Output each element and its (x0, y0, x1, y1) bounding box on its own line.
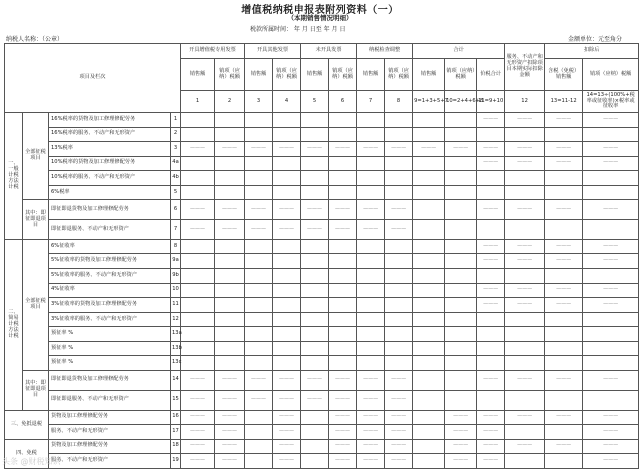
row-number: 15 (171, 390, 181, 410)
table-row (5, 254, 639, 269)
row-number: 10 (171, 283, 181, 298)
table-row (5, 454, 639, 469)
col-number: 5 (301, 91, 329, 113)
col-formula: 14=13÷(100%+税率或征收率)×税率或征收率 (583, 91, 639, 113)
group-total: 合计 (413, 44, 505, 59)
table-row (5, 439, 639, 454)
row-label: 即征即退服务、不动产和无形资产 (49, 390, 171, 410)
table-row (5, 327, 639, 342)
deduction-column: 服务、不动产和无形资产扣除项目本期实际扣除金额 (505, 44, 545, 91)
group-no-invoice: 未开具发票 (301, 44, 357, 59)
table-row (5, 269, 639, 284)
table-row (5, 200, 639, 220)
row-label: 16%税率的服务、不动产和无形资产 (49, 127, 171, 142)
row-label: 13%税率 (49, 142, 171, 157)
col-sales: 销售额 (245, 59, 273, 91)
col-number: 1 (181, 91, 215, 113)
col-number: 8 (385, 91, 413, 113)
col-after-tax: 销项（应纳）税额 (583, 59, 639, 91)
table-row (5, 410, 639, 425)
row-number: 12 (171, 312, 181, 327)
table-row (5, 156, 639, 171)
col-tax: 销项（应纳）税额 (329, 59, 357, 91)
col-number: 2 (215, 91, 245, 113)
col-formula: 12 (505, 91, 545, 113)
table-row (5, 283, 639, 298)
row-number: 5 (171, 185, 181, 200)
row-label: 预征率 % (49, 327, 171, 342)
sales-detail-table (4, 43, 639, 469)
table-row (5, 220, 639, 240)
subsection-general-all: 全部征税项目 (23, 113, 49, 200)
table-row (5, 239, 639, 254)
row-number: 4a (171, 156, 181, 171)
subsection-simple-immediate: 其中：即征即退项目 (23, 370, 49, 410)
item-header: 项目及栏次 (5, 44, 181, 113)
row-number: 11 (171, 298, 181, 313)
col-tax: 销项（应纳）税额 (273, 59, 301, 91)
row-label: 6%税率 (49, 185, 171, 200)
section-simple: 二、简易计税方法计税 (5, 239, 23, 410)
section-exempt: 四、免税 (5, 439, 49, 468)
col-tax: 销项（应纳）税额 (215, 59, 245, 91)
row-label: 10%税率的服务、不动产和无形资产 (49, 171, 171, 186)
col-after-sales: 含税（免税）销售额 (545, 59, 583, 91)
col-formula: 9=1+3+5+7 (413, 91, 445, 113)
col-formula: 13=11-12 (545, 91, 583, 113)
col-tax: 销项（应纳）税额 (445, 59, 477, 91)
col-sales: 销售额 (181, 59, 215, 91)
col-sales: 销售额 (413, 59, 445, 91)
col-number: 3 (245, 91, 273, 113)
table-row (5, 298, 639, 313)
row-number: 9b (171, 269, 181, 284)
group-tax-check: 纳税检查调整 (357, 44, 413, 59)
form-subtitle: （本期销售情况明细） (287, 14, 353, 22)
subsection-general-immediate: 其中：即征即退项目 (23, 200, 49, 240)
row-number: 7 (171, 220, 181, 240)
amount-unit: 金额单位：元至角分 (568, 36, 623, 43)
taxpayer-name: 纳税人名称：（公章） (6, 36, 64, 43)
row-label: 10%税率的货物及加工修理修配劳务 (49, 156, 171, 171)
row-number: 13b (171, 341, 181, 356)
table-row (5, 370, 639, 390)
row-label: 服务、不动产和无形资产 (49, 425, 171, 440)
row-number: 8 (171, 239, 181, 254)
row-number: 19 (171, 454, 181, 469)
table-row (5, 127, 639, 142)
table-row (5, 113, 639, 128)
group-other-invoice: 开具其他发票 (245, 44, 301, 59)
row-number: 16 (171, 410, 181, 425)
row-label: 16%税率的货物及加工修理修配劳务 (49, 113, 171, 128)
row-number: 14 (171, 370, 181, 390)
row-number: 4b (171, 171, 181, 186)
row-label: 3%征收率的货物及加工修理修配劳务 (49, 298, 171, 313)
row-number: 2 (171, 127, 181, 142)
col-formula: 11=9+10 (477, 91, 505, 113)
row-label: 预征率 % (49, 341, 171, 356)
row-label: 货物及加工修理修配劳务 (49, 410, 171, 425)
section-exempt-refund: 三、免抵退税 (5, 410, 49, 439)
row-number: 18 (171, 439, 181, 454)
row-label: 即征即退货物及加工修理修配劳务 (49, 200, 171, 220)
col-number: 4 (273, 91, 301, 113)
row-number: 6 (171, 200, 181, 220)
col-formula: 10=2+4+6+8 (445, 91, 477, 113)
col-number: 6 (329, 91, 357, 113)
form-title: 增值税纳税申报表附列资料（一） (241, 5, 399, 16)
table-row (5, 142, 639, 157)
table-row (5, 341, 639, 356)
row-number: 13a (171, 327, 181, 342)
tax-period: 税款所属时间： 年 月 日至 年 月 日 (250, 26, 346, 33)
row-label: 服务、不动产和无形资产 (49, 454, 171, 469)
row-label: 5%征收率的服务、不动产和无形资产 (49, 269, 171, 284)
table-row (5, 171, 639, 186)
col-price-tax-total: 价税合计 (477, 59, 505, 91)
row-number: 17 (171, 425, 181, 440)
table-row (5, 312, 639, 327)
section-general: 一、一般计税方法计税 (5, 113, 23, 240)
row-label: 货物及加工修理修配劳务 (49, 439, 171, 454)
group-special-invoice: 开具增值税专用发票 (181, 44, 245, 59)
row-label: 3%征收率的服务、不动产和无形资产 (49, 312, 171, 327)
col-number: 7 (357, 91, 385, 113)
row-number: 9a (171, 254, 181, 269)
col-sales: 销售额 (357, 59, 385, 91)
row-number: 13c (171, 356, 181, 371)
table-row (5, 390, 639, 410)
col-sales: 销售额 (301, 59, 329, 91)
row-label: 4%征收率 (49, 283, 171, 298)
subsection-simple-all: 全部征税项目 (23, 239, 49, 370)
header-row-1 (5, 44, 639, 59)
group-after-deduction: 扣除后 (545, 44, 639, 59)
table-row (5, 425, 639, 440)
table-row (5, 356, 639, 371)
table-row (5, 185, 639, 200)
row-label: 预征率 % (49, 356, 171, 371)
row-label: 即征即退服务、不动产和无形资产 (49, 220, 171, 240)
row-label: 5%征收率的货物及加工修理修配劳务 (49, 254, 171, 269)
row-number: 3 (171, 142, 181, 157)
col-tax: 销项（应纳）税额 (385, 59, 413, 91)
row-label: 即征即退货物及加工修理修配劳务 (49, 370, 171, 390)
watermark: 头条 @财税知识 (2, 457, 61, 466)
row-label: 6%征收率 (49, 239, 171, 254)
row-number: 1 (171, 113, 181, 128)
